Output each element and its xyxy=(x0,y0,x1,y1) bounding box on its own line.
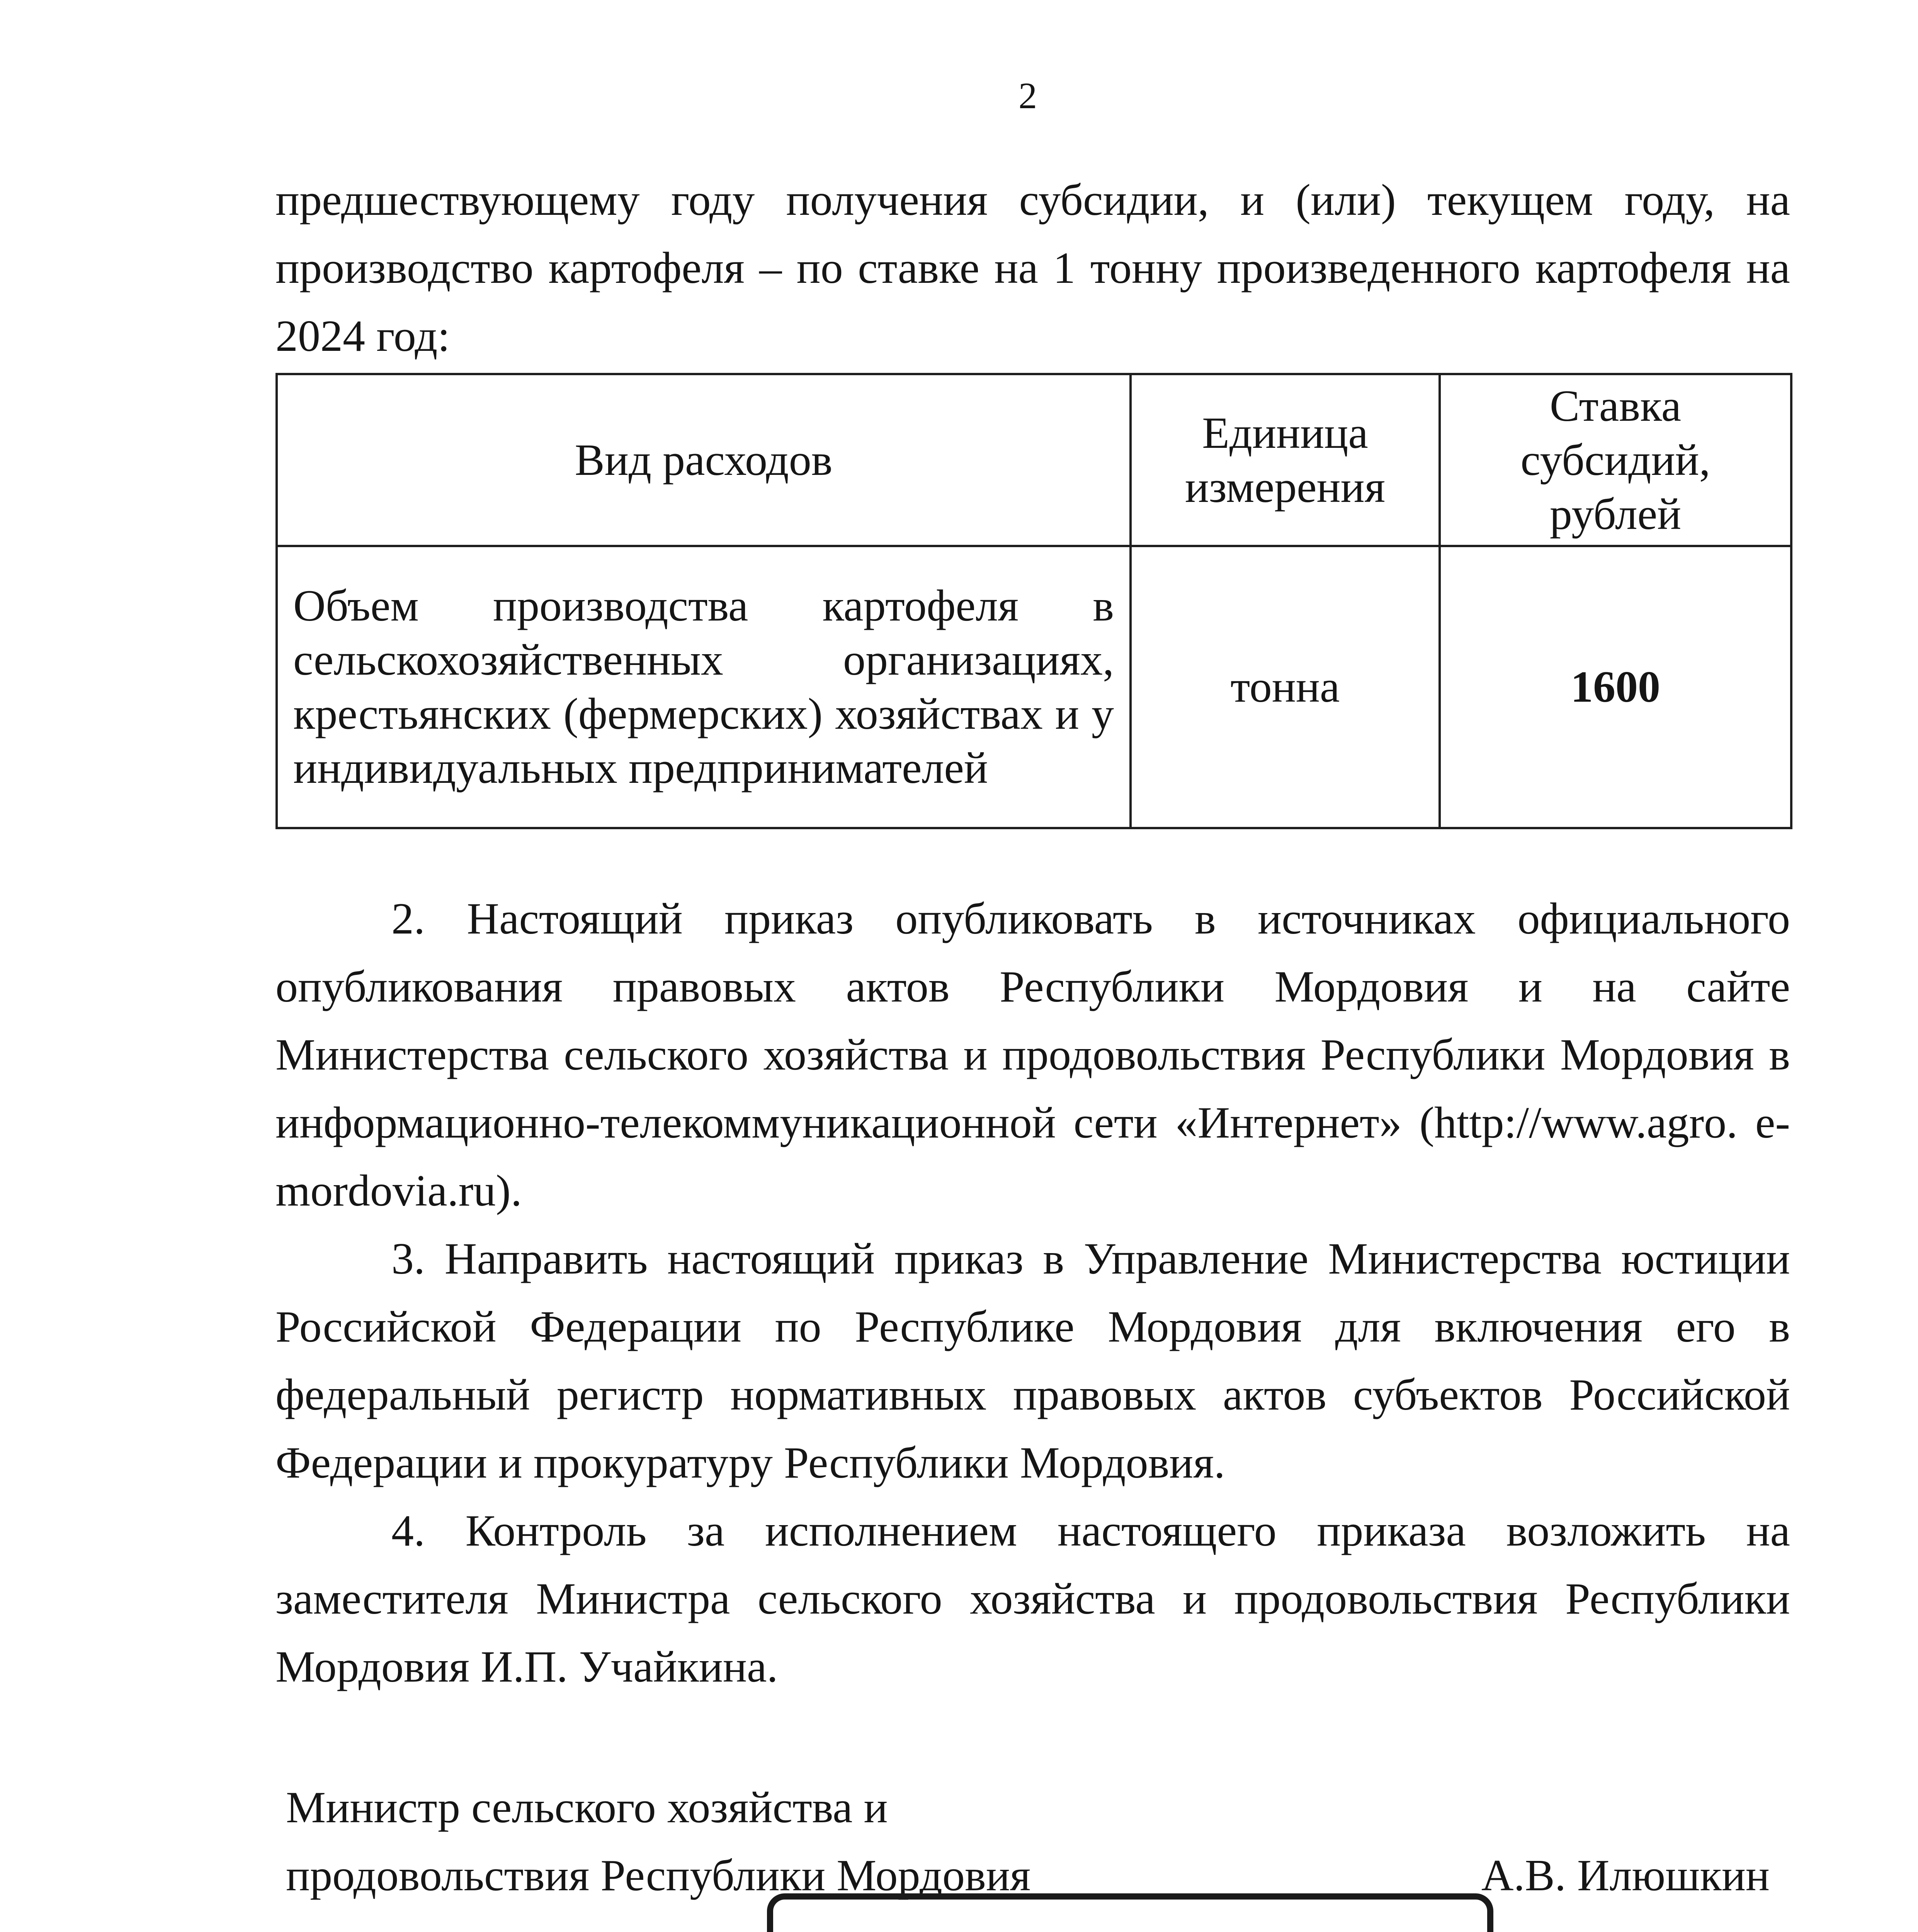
point-4: 4. Контроль за исполнением настоящего приказа возложить на заместителя Министра сельского хозяйства и продовольствия Республики Мордовия И.П. Учайкина. xyxy=(275,1506,1790,1692)
page-number: 2 xyxy=(1019,75,1037,116)
intro-text: предшествующему году получения субсидии, и (или) текущем году, на производство картофеля – по ставке на 1 тонну произведенного картофеля на 2024 год: xyxy=(275,175,1790,361)
stamp-title xyxy=(773,1930,1487,1932)
header-unit: Единица измерения xyxy=(1131,374,1440,546)
electronic-signature-stamp xyxy=(767,1893,1493,1932)
point-3: 3. Направить настоящий приказ в Управление Министерства юстиции Российской Федерации по Республике Мордовия для включения его в федеральный регистр нормативных правовых актов субъектов Российской Федерации и прокуратуру Республики Мордовия. xyxy=(275,1234,1790,1488)
signatory-position-line2: продовольствия Республики Мордовия xyxy=(286,1851,1031,1900)
intro-paragraph xyxy=(275,166,1790,370)
subsidy-rate-table xyxy=(275,373,1792,829)
header-rate: Ставка субсидий, рублей xyxy=(1440,374,1791,546)
cell-rate: 1600 xyxy=(1440,546,1791,828)
signatory-name: А.В. Илюшкин xyxy=(1481,1851,1770,1900)
point-2: 2. Настоящий приказ опубликовать в источниках официального опубликования правовых актов Республики Мордовия и на сайте Министерства сельского хозяйства и продовольствия Республики Мордовия в информационно-телекоммуникационной сети «Интернет» (http://www.agro. e-mordovia.ru). xyxy=(275,894,1790,1216)
stamp-title-line1 xyxy=(773,1930,1487,1932)
cell-expense-type: Объем производства картофеля в сельскохозяйственных организациях, крестьянских (фермерских) хозяйствах и у индивидуальных предпринимателей xyxy=(277,546,1131,828)
header-expense-type: Вид расходов xyxy=(277,374,1131,546)
cell-unit: тонна xyxy=(1131,546,1440,828)
order-points xyxy=(275,885,1790,1701)
signature-block xyxy=(286,1774,1770,1910)
table-header-row xyxy=(277,374,1791,546)
signatory-position-line1: Министр сельского хозяйства и xyxy=(286,1783,888,1832)
table-row xyxy=(277,546,1791,828)
